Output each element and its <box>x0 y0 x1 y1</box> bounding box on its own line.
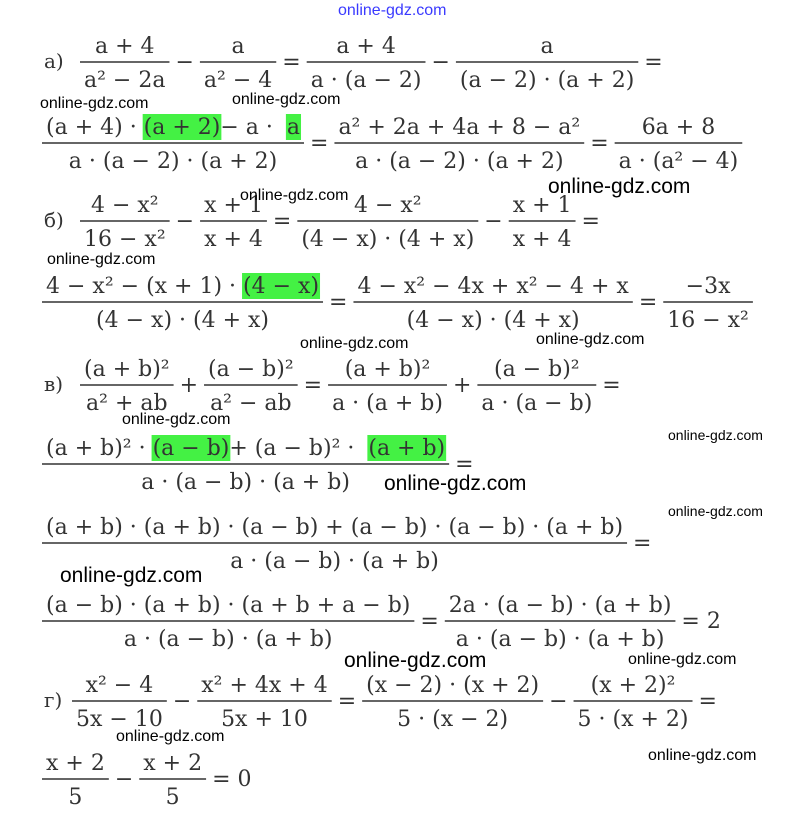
operator: − <box>484 209 503 234</box>
denominator: (4 − x) · (4 + x) <box>96 308 270 333</box>
numerator: (a − b)² <box>208 357 294 382</box>
operator: = <box>310 131 329 156</box>
operator: = <box>698 689 717 714</box>
numerator: x + 1 <box>204 193 263 218</box>
numerator: x² − 4 <box>85 673 154 698</box>
watermark: online-gdz.com <box>668 427 763 443</box>
part-label: б) <box>44 208 64 232</box>
numerator-part: 4 − x² − (x + 1) · <box>46 274 237 299</box>
denominator: 5 <box>68 785 83 810</box>
denominator: a² − 4 <box>203 68 273 93</box>
numerator: (a + b)² <box>84 357 170 382</box>
denominator: 5x + 10 <box>221 707 308 732</box>
denominator: a · (a − 2) <box>310 68 422 93</box>
numerator: a <box>540 34 554 59</box>
watermark: online-gdz.com <box>40 95 149 112</box>
operator: − <box>431 50 450 75</box>
denominator: a · (a − b) · (a + b) <box>141 470 350 495</box>
watermark: online-gdz.com <box>628 651 737 668</box>
operator: = <box>633 531 652 556</box>
watermark: online-gdz.com <box>232 91 341 108</box>
numerator: (a + b)² <box>344 357 431 382</box>
operator: = <box>337 689 357 714</box>
operator: = <box>272 209 292 234</box>
numerator: (x − 2) · (x + 2) <box>366 673 540 698</box>
denominator: a² + ab <box>86 391 168 416</box>
numerator: (x + 2)² <box>590 673 676 698</box>
highlighted-factor: a <box>286 115 301 140</box>
watermark: online-gdz.com <box>668 503 763 519</box>
denominator: 5x − 10 <box>76 707 163 732</box>
numerator: (a − b) · (a + b) · (a + b + a − b) <box>46 593 411 618</box>
denominator: x + 4 <box>512 227 572 252</box>
operator: = <box>602 373 621 398</box>
operator: = <box>455 452 474 477</box>
operator: = <box>303 373 323 398</box>
watermark-top: online-gdz.com <box>338 2 447 19</box>
operator: = <box>581 209 600 234</box>
numerator-part: − a · <box>220 115 273 140</box>
watermark: online-gdz.com <box>648 747 757 764</box>
denominator: a · (a² − 4) <box>618 149 739 174</box>
denominator: 16 − x² <box>84 227 166 252</box>
numerator: a² + 2a + 4a + 8 − a² <box>338 115 581 140</box>
numerator-part: (a + 4) · <box>46 115 137 140</box>
operator: = 2 <box>681 609 721 634</box>
highlighted-factor: (a + b) <box>368 436 446 461</box>
numerator: 4 − x² <box>353 193 422 218</box>
watermark: online-gdz.com <box>344 649 487 672</box>
numerator: (a + b) · (a + b) · (a − b) + (a − b) · (a − b) · (a + b) <box>46 515 624 540</box>
denominator: (4 − x) · (4 + x) <box>406 308 580 333</box>
watermark: online-gdz.com <box>536 331 645 348</box>
numerator: 4 − x² <box>90 193 159 218</box>
denominator: a² − ab <box>210 391 292 416</box>
denominator: (a − 2) · (a + 2) <box>459 68 635 93</box>
watermark: online-gdz.com <box>548 175 691 198</box>
operator: = 0 <box>212 767 252 792</box>
denominator: 5 · (x − 2) <box>397 707 509 732</box>
denominator: a · (a + b) <box>332 391 443 416</box>
denominator: a · (a − 2) · (a + 2) <box>68 149 278 174</box>
denominator: a · (a − 2) · (a + 2) <box>355 149 564 174</box>
numerator: a + 4 <box>336 34 396 59</box>
denominator: a² − 2a <box>84 68 166 93</box>
operator: − <box>175 50 194 75</box>
operator: + <box>179 373 199 398</box>
watermark: online-gdz.com <box>384 472 527 495</box>
operator: − <box>549 689 568 714</box>
highlighted-factor: (a − b) <box>152 436 230 461</box>
numerator: 6a + 8 <box>641 115 716 140</box>
numerator: x + 2 <box>46 751 105 776</box>
operator: = <box>644 50 663 75</box>
operator: − <box>114 767 134 792</box>
denominator: 16 − x² <box>667 308 749 333</box>
denominator: a · (a − b) <box>481 391 593 416</box>
denominator: 5 · (x + 2) <box>577 707 689 732</box>
denominator: 5 <box>165 785 180 810</box>
numerator: x² + 4x + 4 <box>201 673 328 698</box>
operator: = <box>329 290 348 315</box>
watermark: online-gdz.com <box>47 251 156 268</box>
operator: − <box>175 209 195 234</box>
operator: = <box>282 50 301 75</box>
operator: = <box>638 290 658 315</box>
operator: = <box>590 131 609 156</box>
numerator: 4 − x² − 4x + x² − 4 + x <box>357 274 629 299</box>
denominator: a · (a − b) · (a + b) <box>230 549 439 574</box>
watermark: online-gdz.com <box>60 564 203 587</box>
watermark: online-gdz.com <box>300 335 409 352</box>
watermark: online-gdz.com <box>116 728 225 745</box>
numerator: −3x <box>685 274 731 299</box>
denominator: a · (a − b) · (a + b) <box>123 627 333 652</box>
part-label: г) <box>44 688 63 712</box>
numerator: x + 2 <box>143 751 203 776</box>
numerator: x + 1 <box>512 193 572 218</box>
part-label: а) <box>44 49 64 73</box>
numerator-part: (a + b)² · <box>46 436 146 461</box>
denominator: a · (a − b) · (a + b) <box>455 627 665 652</box>
numerator: a + 4 <box>94 34 155 59</box>
part-label: в) <box>44 372 64 396</box>
highlighted-factor: (4 − x) <box>243 274 320 299</box>
denominator: x + 4 <box>204 227 263 252</box>
numerator: (a − b)² <box>494 357 580 382</box>
operator: + <box>452 373 472 398</box>
numerator: 2a · (a − b) · (a + b) <box>448 593 672 618</box>
denominator: (4 − x) · (4 + x) <box>301 227 475 252</box>
watermark: online-gdz.com <box>122 411 231 428</box>
operator: − <box>172 689 192 714</box>
watermark: online-gdz.com <box>240 187 349 204</box>
numerator-part: + (a − b)² · <box>229 436 355 461</box>
operator: = <box>420 609 439 634</box>
highlighted-factor: (a + 2) <box>143 115 221 140</box>
numerator: a <box>231 34 245 59</box>
